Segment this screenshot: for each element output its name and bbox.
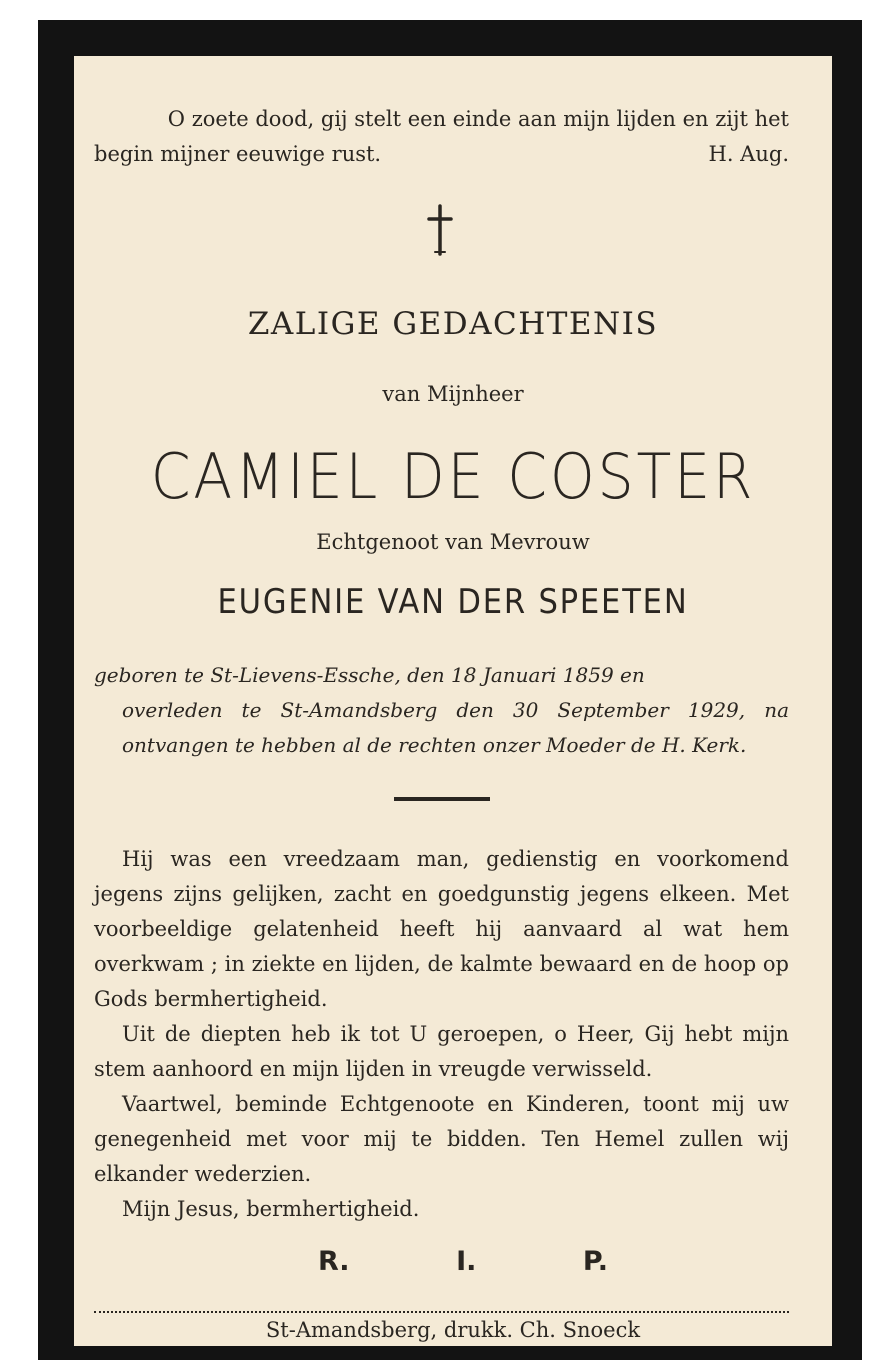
death-lines: overleden te St-Amandsberg den 30 September 1929, na ontvangen te hebben al de rechten onzer Moeder de H. Kerk.	[122, 698, 789, 757]
rip	[318, 1246, 608, 1277]
spouse-label: Echtgenoot van Mevrouw	[316, 530, 590, 554]
rip-letter: I.	[456, 1246, 477, 1277]
paragraph: Uit de diepten heb ik tot U geroepen, o Heer, Gij hebt mijn stem aanhoord en mijn lijden in vreugde verwisseld.	[94, 1022, 789, 1081]
paragraph: Hij was een vreedzaam man, gedienstig en voorkomend jegens zijns gelijken, zacht en goedgunstig jegens elkeen. Met voorbeeldige gelatenheid heeft hij aanvaard al wat hem overkwam ; in ziekte en lijden, de kalmte bewaard en de hoop op Gods bermhertigheid.	[94, 847, 789, 1011]
printer-imprint: St-Amandsberg, drukk. Ch. Snoeck	[265, 1318, 641, 1342]
rip-letter: P.	[582, 1246, 608, 1277]
deceased-name: CAMIEL DE COSTER	[150, 440, 756, 513]
motto	[94, 102, 789, 172]
dotted-separator	[94, 1311, 789, 1313]
motto-line-2-row	[94, 137, 789, 172]
spouse-name: EUGENIE VAN DER SPEETEN	[217, 582, 689, 622]
salutation: van Mijnheer	[382, 382, 524, 406]
motto-source: H. Aug.	[708, 142, 789, 166]
paragraph: Mijn Jesus, bermhertigheid.	[122, 1197, 420, 1221]
memorial-card	[38, 20, 862, 1360]
divider	[394, 797, 490, 801]
birth-line: geboren te St-Lievens-Essche, den 18 Januari 1859 en	[94, 663, 645, 687]
memorial-text	[94, 842, 789, 1227]
paragraph: Vaartwel, beminde Echtgenoote en Kinderen, toont mij uw genegenheid met voor mij te bidden. Ten Hemel zullen wij elkander wederzien.	[94, 1092, 789, 1186]
cross-icon	[425, 204, 455, 256]
rip-letter: R.	[318, 1246, 350, 1277]
motto-line-2: begin mijner eeuwige rust.	[94, 142, 382, 166]
birth-death-text	[94, 658, 789, 763]
motto-line-1: O zoete dood, gij stelt een einde aan mijn lijden en zijt het	[167, 107, 789, 131]
card-paper	[74, 56, 832, 1346]
memorial-title: ZALIGE GEDACHTENIS	[247, 306, 659, 342]
